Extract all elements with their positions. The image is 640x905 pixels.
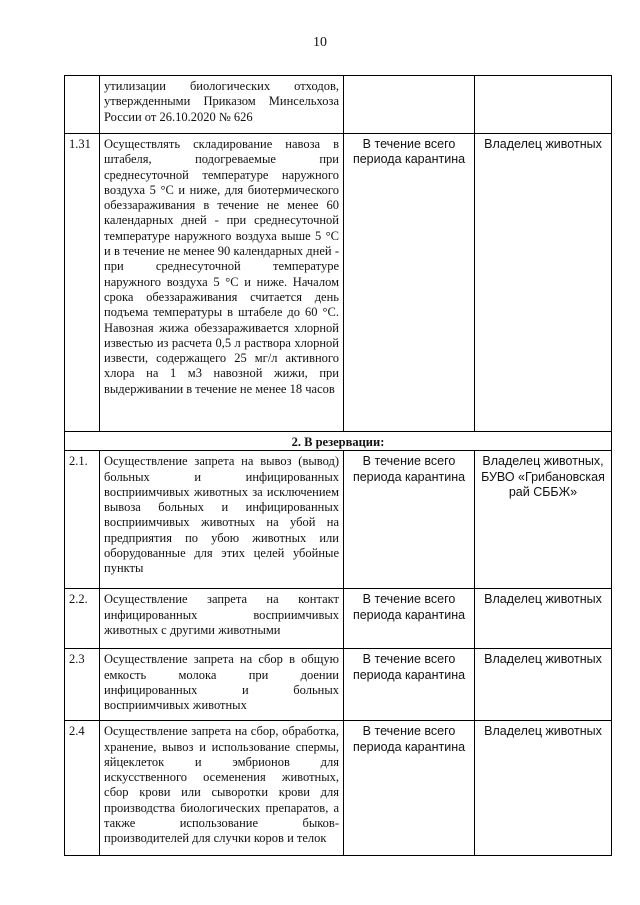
row-number: 1.31 [65, 134, 100, 432]
row-responsible: Владелец животных [475, 589, 612, 649]
row-description: Осуществление запрета на вывоз (вывод) больных и инфицированных восприимчивых животных за исключением вывоза больных и инфицированных восприимчивых животных на убой на предприятия по убою животных или оборудованные для этих целей убойные пункты [100, 451, 344, 589]
row-number: 2.1. [65, 451, 100, 589]
row-responsible: Владелец животных [475, 134, 612, 432]
measures-table [64, 75, 612, 856]
row-responsible: Владелец животных, БУВО «Грибановская рай СББЖ» [475, 451, 612, 589]
table-row [65, 134, 612, 432]
row-description: Осуществлять складирование навоза в штабеля, подогреваемые при среднесуточной температуре наружного воздуха 5 °С и ниже, для биотермического обеззараживания в течение не менее 60 календарных дней - при среднесуточной температуре наружного воздуха выше 5 °С и в течение не менее 90 календарных дней - при среднесуточной температуре наружного воздуха 5 °С и ниже. Началом срока обеззараживания считается день подъема температуры в штабеле до 60 °С. Навозная жижа обеззараживается хлорной известью из расчета 0,5 л раствора хлорной извести, содержащего 25 мг/л активного хлора на 1 м3 навозной жижи, при выдерживании в течение не менее 18 часов [100, 134, 344, 432]
table-row [65, 721, 612, 856]
row-description: Осуществление запрета на сбор в общую емкость молока при доении инфицированных и больных восприимчивых животных [100, 649, 344, 721]
row-number: 2.3 [65, 649, 100, 721]
row-number [65, 76, 100, 134]
table-row [65, 451, 612, 589]
table-row [65, 649, 612, 721]
section-header-row [65, 432, 612, 451]
page-number: 10 [313, 35, 327, 50]
row-period: В течение всего периода карантина [344, 721, 475, 856]
row-description: утилизации биологических отходов, утвержденными Приказом Минсельхоза России от 26.10.2020 № 626 [100, 76, 344, 134]
row-period [344, 76, 475, 134]
row-period: В течение всего периода карантина [344, 451, 475, 589]
row-number: 2.4 [65, 721, 100, 856]
section-title: 2. В резервации: [65, 432, 612, 451]
row-responsible [475, 76, 612, 134]
row-description: Осуществление запрета на контакт инфицированных восприимчивых животных с другими животными [100, 589, 344, 649]
row-description: Осуществление запрета на сбор, обработка, хранение, вывоз и использование спермы, яйцеклеток и эмбрионов для искусственного осеменения животных, сбор крови или сыворотки крови для производства биологических препаратов, а также использование быков-производителей для случки коров и телок [100, 721, 344, 856]
table-row [65, 76, 612, 134]
row-responsible: Владелец животных [475, 649, 612, 721]
table-row [65, 589, 612, 649]
row-number: 2.2. [65, 589, 100, 649]
row-period: В течение всего периода карантина [344, 589, 475, 649]
row-responsible: Владелец животных [475, 721, 612, 856]
row-period: В течение всего периода карантина [344, 649, 475, 721]
row-period: В течение всего периода карантина [344, 134, 475, 432]
